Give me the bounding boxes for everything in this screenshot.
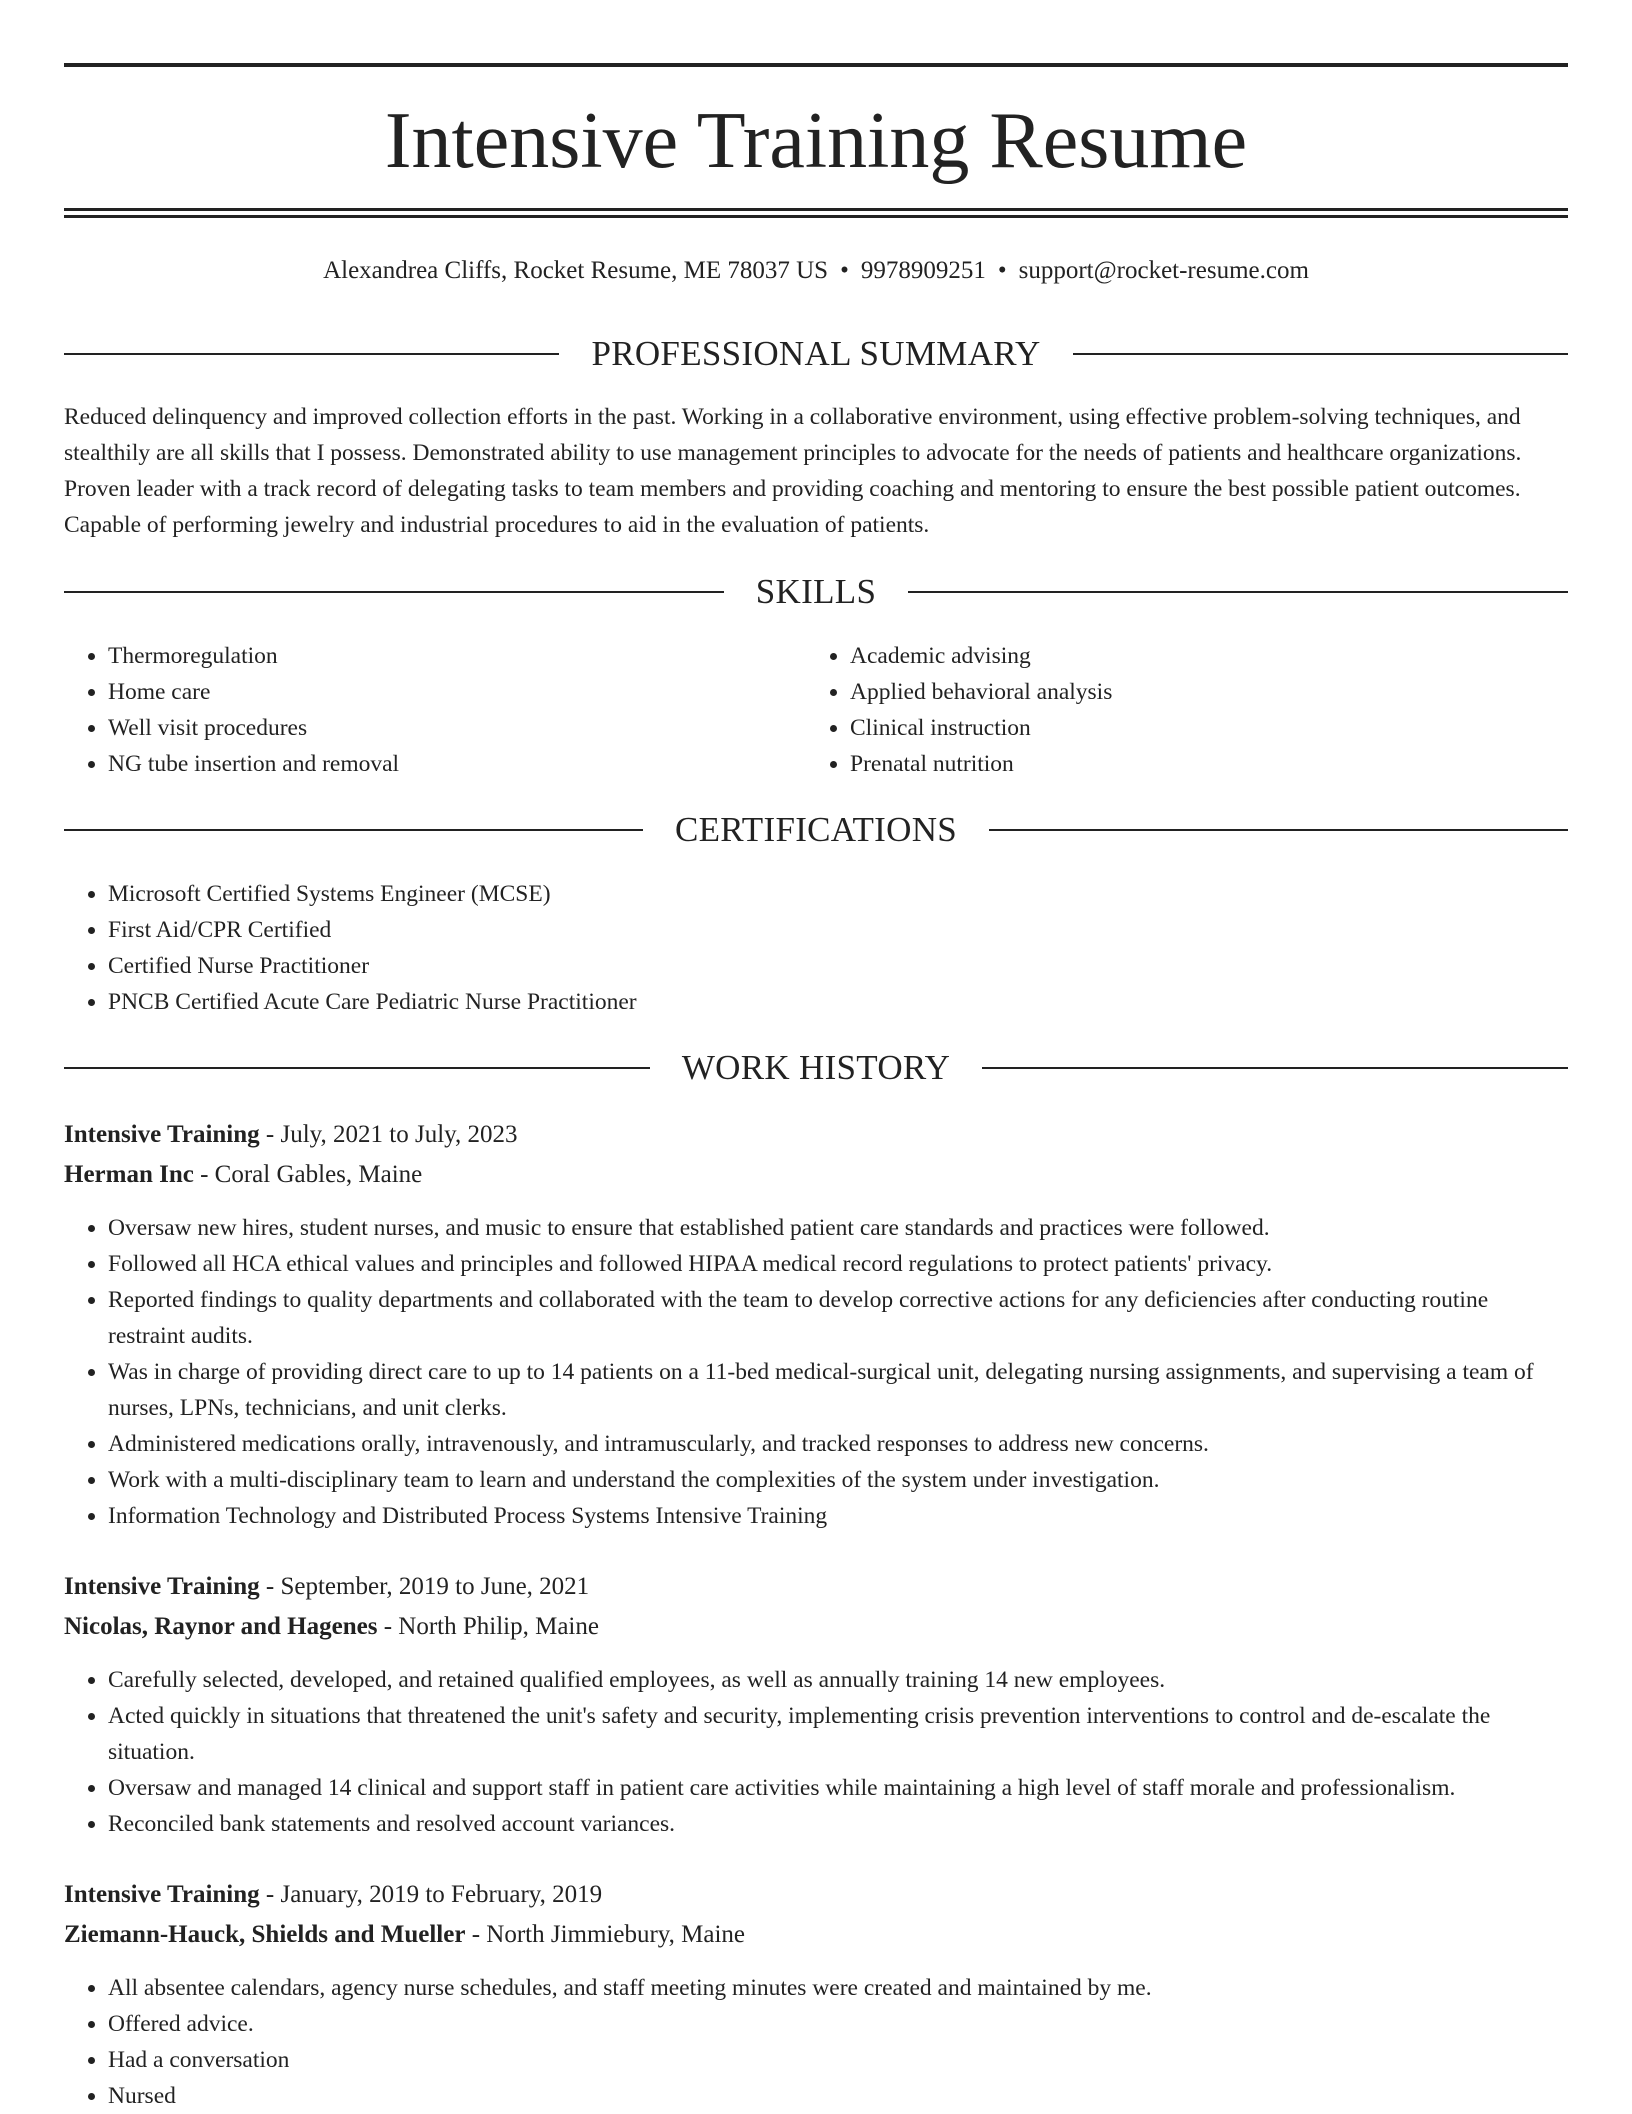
- certification-item: • Certified Nurse Practitioner: [108, 948, 1568, 984]
- job-dates: - September, 2019 to June, 2021: [259, 1573, 590, 1600]
- job-bullet: • Information Technology and Distributed Process Systems Intensive Training: [108, 1498, 1568, 1534]
- certifications-list: [64, 876, 1568, 1020]
- contact-email: support@rocket-resume.com: [1018, 257, 1309, 284]
- divider: [64, 1067, 650, 1069]
- divider: [1073, 353, 1568, 355]
- contact-phone: 9978909251: [860, 257, 986, 284]
- divider: [908, 591, 1568, 593]
- job-bullet: • Offered advice.: [108, 2006, 1568, 2042]
- job-company: Nicolas, Raynor and Hagenes: [64, 1613, 378, 1640]
- summary-heading: [64, 333, 1568, 375]
- job-bullet: • Oversaw and managed 14 clinical and support staff in patient care activities while maintaining a high level of staff morale and professionalism.: [108, 1770, 1568, 1806]
- skills-heading: [64, 571, 1568, 613]
- contact-separator: •: [997, 257, 1007, 284]
- summary-text: Reduced delinquency and improved collection efforts in the past. Working in a collaborative environment, using effective problem-solving techniques, and stealthily are all skills that I possess. Demonstrated ability to use management principles to advocate for the needs of patients and healthcare organizations. Proven leader with a track record of delegating tasks to team members and providing coaching and mentoring to ensure the best possible patient outcomes. Capable of performing jewelry and industrial procedures to aid in the evaluation of patients.: [64, 404, 1522, 538]
- certification-item: • First Aid/CPR Certified: [108, 912, 1568, 948]
- skill-item: • Clinical instruction: [850, 710, 1550, 746]
- job-bullet: • Reported findings to quality departments and collaborated with the team to develop corrective actions for any deficiencies after conducting routine restraint audits.: [108, 1282, 1568, 1354]
- job-bullets: [64, 1970, 1568, 2114]
- divider: [64, 591, 724, 593]
- job-bullet: • Nursed: [108, 2078, 1568, 2114]
- job-bullet: • All absentee calendars, agency nurse schedules, and staff meeting minutes were created and maintained by me.: [108, 1970, 1568, 2006]
- job-bullet: • Administered medications orally, intravenously, and intramuscularly, and tracked responses to address new concerns.: [108, 1426, 1568, 1462]
- job-bullet: • Was in charge of providing direct care to up to 14 patients on a 11-bed medical-surgical unit, delegating nursing assignments, and supervising a team of nurses, LPNs, technicians, and unit clerks.: [108, 1354, 1568, 1426]
- job-location: - North Jimmiebury, Maine: [465, 1921, 746, 1948]
- job-title: Intensive Training: [64, 1573, 260, 1600]
- certifications-heading: [64, 809, 1568, 851]
- skill-item: • Prenatal nutrition: [850, 746, 1550, 782]
- job-company: Herman Inc: [64, 1161, 194, 1188]
- job-company-line: [64, 1610, 1568, 1644]
- skill-item: • Thermoregulation: [108, 638, 808, 674]
- divider: [989, 829, 1568, 831]
- job-title-line: [64, 1878, 1568, 1912]
- job-bullet: • Followed all HCA ethical values and principles and followed HIPAA medical record regulations to protect patients' privacy.: [108, 1246, 1568, 1282]
- certification-item: • PNCB Certified Acute Care Pediatric Nurse Practitioner: [108, 984, 1568, 1020]
- section-title: PROFESSIONAL SUMMARY: [591, 334, 1041, 373]
- job-location: - Coral Gables, Maine: [193, 1161, 423, 1188]
- top-rule: [64, 63, 1568, 67]
- job-title-line: [64, 1118, 1568, 1152]
- skills-list-right: [806, 638, 1550, 782]
- job-company-line: [64, 1158, 1568, 1192]
- job-bullet: • Work with a multi-disciplinary team to learn and understand the complexities of the system under investigation.: [108, 1462, 1568, 1498]
- job-bullet: • Had a conversation: [108, 2042, 1568, 2078]
- skill-item: • Home care: [108, 674, 808, 710]
- contact-line: [64, 254, 1568, 288]
- job-title: Intensive Training: [64, 1881, 260, 1908]
- job-dates: - January, 2019 to February, 2019: [259, 1881, 603, 1908]
- job-company: Ziemann-Hauck, Shields and Mueller: [64, 1921, 466, 1948]
- skill-item: • Applied behavioral analysis: [850, 674, 1550, 710]
- section-title: SKILLS: [755, 572, 877, 611]
- divider: [64, 829, 643, 831]
- job-bullets: [64, 1210, 1568, 1534]
- job-bullets: [64, 1662, 1568, 1842]
- section-title: WORK HISTORY: [681, 1048, 951, 1087]
- resume-title: Intensive Training Resume: [384, 97, 1248, 185]
- job-location: - North Philip, Maine: [377, 1613, 599, 1640]
- skill-item: • Well visit procedures: [108, 710, 808, 746]
- contact-address: Alexandrea Cliffs, Rocket Resume, ME 78037 US: [323, 257, 829, 284]
- job-title-line: [64, 1570, 1568, 1604]
- skills-list-left: [64, 638, 808, 782]
- job-bullet: • Oversaw new hires, student nurses, and music to ensure that established patient care standards and practices were followed.: [108, 1210, 1568, 1246]
- divider: [64, 353, 559, 355]
- job-title: Intensive Training: [64, 1121, 260, 1148]
- job-company-line: [64, 1918, 1568, 1952]
- work-history-heading: [64, 1047, 1568, 1089]
- job-bullet: • Reconciled bank statements and resolved account variances.: [108, 1806, 1568, 1842]
- contact-separator: •: [840, 257, 849, 284]
- divider: [982, 1067, 1568, 1069]
- title-rule-lower: [64, 215, 1568, 218]
- job-bullet: • Carefully selected, developed, and retained qualified employees, as well as annually training 14 new employees.: [108, 1662, 1568, 1698]
- title-rule-upper: [64, 208, 1568, 211]
- skill-item: • NG tube insertion and removal: [108, 746, 808, 782]
- skill-item: • Academic advising: [850, 638, 1550, 674]
- certification-item: • Microsoft Certified Systems Engineer (MCSE): [108, 876, 1568, 912]
- job-bullet: • Acted quickly in situations that threatened the unit's safety and security, implementing crisis prevention interventions to control and de-escalate the situation.: [108, 1698, 1568, 1770]
- job-dates: - July, 2021 to July, 2023: [259, 1121, 518, 1148]
- section-title: CERTIFICATIONS: [674, 810, 958, 849]
